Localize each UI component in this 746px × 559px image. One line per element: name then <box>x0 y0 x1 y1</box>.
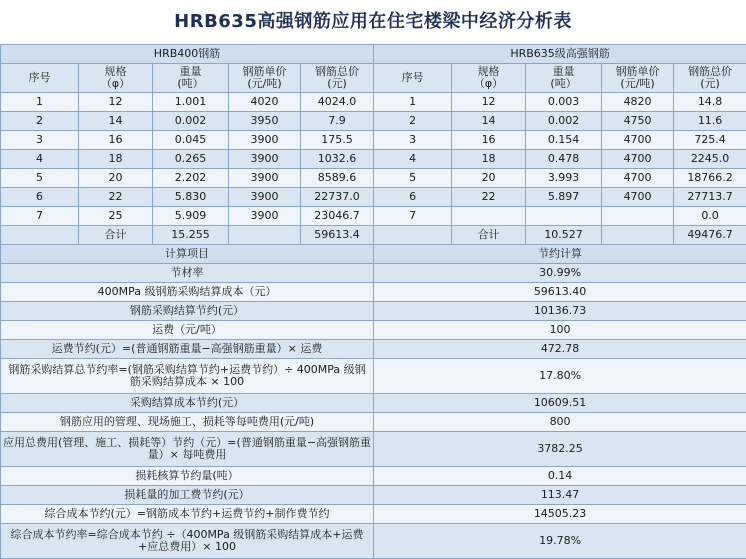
cell: 4020 <box>229 93 301 112</box>
calc-item: 损耗量的加工费节约(元） <box>1 486 374 505</box>
cell: 6 <box>374 188 452 207</box>
calc-item: 钢筋采购结算总节约率=(钢筋采购结算节约+运费节约）÷ 400MPa 级钢筋采购结算成本 × 100 <box>1 359 374 394</box>
cell <box>452 207 526 226</box>
cell: 5.909 <box>153 207 229 226</box>
table-row <box>1 112 746 131</box>
table-row <box>1 131 746 150</box>
cell: 27713.7 <box>674 188 746 207</box>
group-right-header: HRB635级高强钢筋 <box>374 45 746 64</box>
cell: 2 <box>1 112 79 131</box>
cell: 12 <box>79 93 153 112</box>
cell: 1 <box>1 93 79 112</box>
cell: 3900 <box>229 131 301 150</box>
header-weight-right-line1: 重量 <box>553 65 575 78</box>
header-seq-right: 序号 <box>374 64 452 93</box>
cell: 7.9 <box>301 112 374 131</box>
table-row <box>1 169 746 188</box>
cell: 1.001 <box>153 93 229 112</box>
cell: 14 <box>79 112 153 131</box>
cell: 5.897 <box>526 188 602 207</box>
cell: 11.6 <box>674 112 746 131</box>
cell: 4 <box>1 150 79 169</box>
cell: 18766.2 <box>674 169 746 188</box>
calc-row <box>1 413 746 432</box>
calc-row <box>1 432 746 467</box>
cell: 4750 <box>602 112 674 131</box>
cell: 4700 <box>602 169 674 188</box>
cell: 0.003 <box>526 93 602 112</box>
cell: 5 <box>374 169 452 188</box>
calc-row <box>1 340 746 359</box>
calc-value: 17.80% <box>374 359 746 394</box>
calc-value: 100 <box>374 321 746 340</box>
header-price-right-line2: (元/吨) <box>620 77 654 90</box>
cell: 8589.6 <box>301 169 374 188</box>
totals-sum-right: 49476.7 <box>674 226 746 245</box>
calc-item: 节材率 <box>1 264 374 283</box>
economic-analysis-table <box>0 44 746 559</box>
calc-value: 30.99% <box>374 264 746 283</box>
header-total-right <box>674 64 746 93</box>
cell: 4700 <box>602 150 674 169</box>
calc-value: 472.78 <box>374 340 746 359</box>
analysis-table-container <box>0 44 746 544</box>
calc-item: 运费（元/吨） <box>1 321 374 340</box>
calc-row <box>1 524 746 559</box>
table-row <box>1 188 746 207</box>
cell: 3900 <box>229 150 301 169</box>
cell: 20 <box>79 169 153 188</box>
calc-value: 3782.25 <box>374 432 746 467</box>
cell: 3900 <box>229 207 301 226</box>
cell: 1 <box>374 93 452 112</box>
group-left-header: HRB400钢筋 <box>1 45 374 64</box>
header-price-line1: 钢筋单价 <box>243 65 287 78</box>
header-total-right-line2: (元) <box>700 77 720 90</box>
cell: 12 <box>452 93 526 112</box>
cell: 5 <box>1 169 79 188</box>
cell: 18 <box>79 150 153 169</box>
header-spec-right <box>452 64 526 93</box>
calc-item: 运费节约(元）=(普通钢筋重量−高强钢筋重量）× 运费 <box>1 340 374 359</box>
calc-row <box>1 394 746 413</box>
totals-sum-left: 59613.4 <box>301 226 374 245</box>
cell: 3 <box>1 131 79 150</box>
calc-value: 800 <box>374 413 746 432</box>
cell: 3900 <box>229 169 301 188</box>
cell: 0.0 <box>674 207 746 226</box>
cell: 22 <box>79 188 153 207</box>
cell: 7 <box>1 207 79 226</box>
cell: 1032.6 <box>301 150 374 169</box>
cell: 4024.0 <box>301 93 374 112</box>
totals-label-right: 合计 <box>452 226 526 245</box>
header-price-right <box>602 64 674 93</box>
calc-item: 损耗核算节约量(吨） <box>1 467 374 486</box>
header-weight-right <box>526 64 602 93</box>
calc-value: 113.47 <box>374 486 746 505</box>
calc-row <box>1 283 746 302</box>
calc-item: 钢筋应用的管理、现场施工、损耗等每吨费用(元/吨) <box>1 413 374 432</box>
cell: 2245.0 <box>674 150 746 169</box>
cell: 4820 <box>602 93 674 112</box>
calc-header-item: 计算项目 <box>1 245 374 264</box>
header-weight-line1: 重量 <box>180 65 202 78</box>
totals-label-left: 合计 <box>79 226 153 245</box>
cell: 0.478 <box>526 150 602 169</box>
header-price-right-line1: 钢筋单价 <box>616 65 660 78</box>
calc-row <box>1 264 746 283</box>
calc-item: 钢筋采购结算节约(元） <box>1 302 374 321</box>
cell: 22737.0 <box>301 188 374 207</box>
header-seq: 序号 <box>1 64 79 93</box>
calc-row <box>1 467 746 486</box>
cell: 0.045 <box>153 131 229 150</box>
cell: 14.8 <box>674 93 746 112</box>
calc-value: 0.14 <box>374 467 746 486</box>
cell: 725.4 <box>674 131 746 150</box>
calc-item: 采购结算成本节约(元） <box>1 394 374 413</box>
cell: 3 <box>374 131 452 150</box>
cell: 16 <box>452 131 526 150</box>
calc-header-result: 节约计算 <box>374 245 746 264</box>
header-spec-line1: 规格 <box>105 65 127 78</box>
header-spec-right-line1: 规格 <box>478 65 500 78</box>
header-total-right-line1: 钢筋总价 <box>688 65 732 78</box>
calc-value: 10609.51 <box>374 394 746 413</box>
header-price-line2: (元/吨) <box>247 77 281 90</box>
header-weight <box>153 64 229 93</box>
cell: 18 <box>452 150 526 169</box>
totals-row <box>1 226 746 245</box>
calc-value: 59613.40 <box>374 283 746 302</box>
totals-weight-right: 10.527 <box>526 226 602 245</box>
cell: 25 <box>79 207 153 226</box>
calc-value: 19.78% <box>374 524 746 559</box>
cell: 0.265 <box>153 150 229 169</box>
header-weight-line2: (吨） <box>177 77 203 90</box>
cell: 3900 <box>229 188 301 207</box>
calc-item: 400MPa 级钢筋采购结算成本（元） <box>1 283 374 302</box>
calc-row <box>1 359 746 394</box>
cell: 6 <box>1 188 79 207</box>
totals-weight-left: 15.255 <box>153 226 229 245</box>
calc-value: 10136.73 <box>374 302 746 321</box>
cell <box>229 226 301 245</box>
cell: 2 <box>374 112 452 131</box>
cell: 3950 <box>229 112 301 131</box>
cell: 23046.7 <box>301 207 374 226</box>
header-total <box>301 64 374 93</box>
cell <box>602 226 674 245</box>
table-row <box>1 93 746 112</box>
calc-item: 综合成本节约率=综合成本节约 ÷（400MPa 级钢筋采购结算成本+运费+应总费用）× 100 <box>1 524 374 559</box>
cell: 16 <box>79 131 153 150</box>
table-row <box>1 207 746 226</box>
cell: 4700 <box>602 188 674 207</box>
cell <box>374 226 452 245</box>
cell: 0.002 <box>526 112 602 131</box>
column-header-row <box>1 64 746 93</box>
cell <box>526 207 602 226</box>
table-row <box>1 150 746 169</box>
cell: 20 <box>452 169 526 188</box>
header-total-line2: (元) <box>327 77 347 90</box>
cell: 7 <box>374 207 452 226</box>
cell: 14 <box>452 112 526 131</box>
cell: 175.5 <box>301 131 374 150</box>
header-price <box>229 64 301 93</box>
calc-item: 应用总费用(管理、施工、损耗等）节约（元）=(普通钢筋重量−高强钢筋重量）× 每吨费用 <box>1 432 374 467</box>
header-spec-line2: （φ） <box>101 77 130 90</box>
calc-row <box>1 302 746 321</box>
cell: 4700 <box>602 131 674 150</box>
calc-header-row <box>1 245 746 264</box>
header-spec <box>79 64 153 93</box>
cell: 2.202 <box>153 169 229 188</box>
calc-item: 综合成本节约(元）=钢筋成本节约+运费节约+制作费节约 <box>1 505 374 524</box>
cell <box>1 226 79 245</box>
header-spec-right-line2: （φ） <box>474 77 503 90</box>
cell: 0.002 <box>153 112 229 131</box>
page-title: HRB635高强钢筋应用在住宅楼梁中经济分析表 <box>0 0 746 44</box>
cell: 22 <box>452 188 526 207</box>
calc-row <box>1 486 746 505</box>
calc-row <box>1 505 746 524</box>
calc-value: 14505.23 <box>374 505 746 524</box>
cell: 3.993 <box>526 169 602 188</box>
cell: 4 <box>374 150 452 169</box>
header-weight-right-line2: (吨） <box>550 77 576 90</box>
group-header-row <box>1 45 746 64</box>
calc-row <box>1 321 746 340</box>
cell: 5.830 <box>153 188 229 207</box>
cell: 0.154 <box>526 131 602 150</box>
header-total-line1: 钢筋总价 <box>315 65 359 78</box>
cell <box>602 207 674 226</box>
